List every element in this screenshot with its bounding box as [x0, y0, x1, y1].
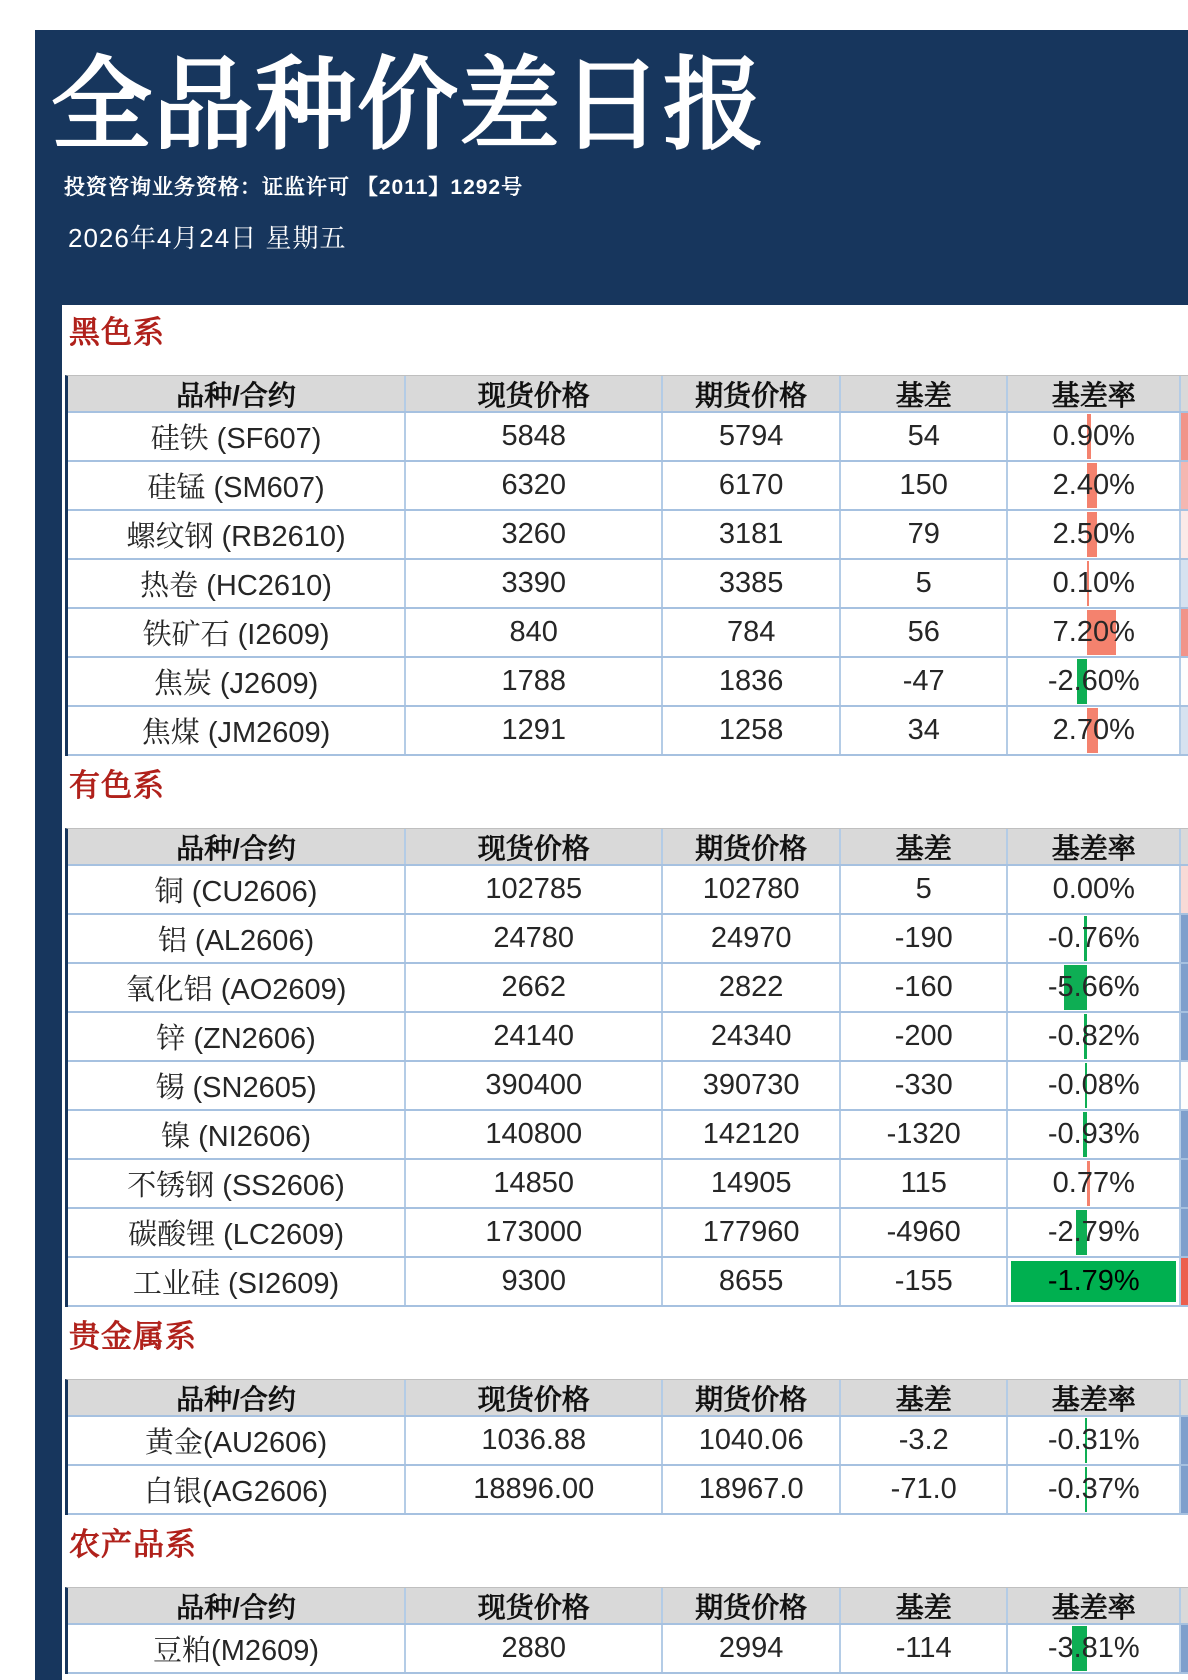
- contract-cell: 焦炭 (J2609): [153, 668, 319, 700]
- basis-cell: -160: [839, 964, 1007, 1011]
- futures-price-cell: 2994: [661, 1625, 839, 1672]
- spot-price-cell: 3390: [404, 560, 661, 607]
- table-header-row: [68, 1380, 1188, 1417]
- table-row: [68, 511, 1188, 560]
- header-cell: 品种/合约: [68, 829, 404, 864]
- header-cell: 现货价格: [404, 376, 661, 411]
- table-header-row: [68, 1588, 1188, 1625]
- basis-rate-value: 0.77%: [1052, 1167, 1135, 1199]
- header-cell: 品种/合约: [68, 376, 404, 411]
- futures-price-cell: 6170: [661, 462, 839, 509]
- spot-price-cell: 173000: [404, 1209, 661, 1256]
- futures-price-cell: 18967.0: [661, 1466, 839, 1513]
- basis-rate-value: 2.40%: [1052, 469, 1135, 501]
- table-row: [68, 1625, 1188, 1674]
- contract-cell: 豆粕(M2609): [153, 1635, 320, 1667]
- edge-strip: [1179, 658, 1188, 705]
- header-cell: 基差: [839, 1380, 1007, 1415]
- basis-rate-cell: [1006, 1258, 1179, 1305]
- basis-rate-cell: [1006, 1625, 1179, 1672]
- basis-rate-cell: [1006, 1417, 1179, 1464]
- contract-cell: 白银(AG2606): [144, 1476, 328, 1508]
- spot-price-cell: 1788: [404, 658, 661, 705]
- edge-strip: [1179, 376, 1188, 411]
- contract-cell: 热卷 (HC2610): [140, 570, 332, 602]
- header-cell: 基差率: [1006, 1380, 1179, 1415]
- section-title: 有色系: [69, 768, 165, 803]
- basis-rate-cell: [1006, 1111, 1179, 1158]
- basis-cell: 115: [839, 1160, 1007, 1207]
- edge-strip: [1179, 829, 1188, 864]
- table-row: [68, 462, 1188, 511]
- spot-price-cell: 9300: [404, 1258, 661, 1305]
- basis-cell: -3.2: [839, 1417, 1007, 1464]
- edge-strip: [1179, 609, 1188, 656]
- contract-cell: 硅铁 (SF607): [150, 423, 322, 455]
- table-row: [68, 1417, 1188, 1466]
- spread-table: [65, 1379, 1188, 1515]
- contract-cell: 硅锰 (SM607): [147, 472, 325, 504]
- basis-rate-cell: [1006, 511, 1179, 558]
- futures-price-cell: 24970: [661, 915, 839, 962]
- sections-container: [65, 313, 1188, 1674]
- basis-cell: 54: [839, 413, 1007, 460]
- content-panel: [62, 305, 1188, 1680]
- spot-price-cell: 2662: [404, 964, 661, 1011]
- edge-strip: [1179, 1417, 1188, 1464]
- futures-price-cell: 14905: [661, 1160, 839, 1207]
- edge-strip: [1179, 915, 1188, 962]
- spread-table: [65, 375, 1188, 756]
- contract-cell: 镍 (NI2606): [161, 1121, 311, 1153]
- futures-price-cell: 3181: [661, 511, 839, 558]
- futures-price-cell: 390730: [661, 1062, 839, 1109]
- basis-cell: -190: [839, 915, 1007, 962]
- edge-strip: [1179, 1258, 1188, 1305]
- header-cell: 基差: [839, 376, 1007, 411]
- basis-rate-cell: [1006, 413, 1179, 460]
- basis-rate-value: 0.10%: [1052, 567, 1135, 599]
- basis-cell: 79: [839, 511, 1007, 558]
- spot-price-cell: 18896.00: [404, 1466, 661, 1513]
- section-title: 农产品系: [69, 1527, 197, 1562]
- futures-price-cell: 784: [661, 609, 839, 656]
- basis-rate-value: -0.31%: [1047, 1424, 1140, 1456]
- header-cell: 品种/合约: [68, 1380, 404, 1415]
- edge-strip: [1179, 1466, 1188, 1513]
- basis-rate-value: 2.50%: [1052, 518, 1135, 550]
- commodity-section: [65, 1525, 1188, 1674]
- spot-price-cell: 2880: [404, 1625, 661, 1672]
- header-cell: 现货价格: [404, 829, 661, 864]
- basis-cell: -47: [839, 658, 1007, 705]
- table-row: [68, 658, 1188, 707]
- spot-price-cell: 102785: [404, 866, 661, 913]
- edge-strip: [1179, 1625, 1188, 1672]
- futures-price-cell: 3385: [661, 560, 839, 607]
- basis-rate-value: 0.00%: [1052, 873, 1135, 905]
- header-cell: 现货价格: [404, 1380, 661, 1415]
- basis-cell: -330: [839, 1062, 1007, 1109]
- table-row: [68, 866, 1188, 915]
- table-row: [68, 413, 1188, 462]
- commodity-section: [65, 313, 1188, 756]
- contract-cell: 铝 (AL2606): [157, 925, 315, 957]
- table-row: [68, 915, 1188, 964]
- table-row: [68, 964, 1188, 1013]
- report-title: 全品种价差日报: [51, 50, 766, 162]
- futures-price-cell: 8655: [661, 1258, 839, 1305]
- report-masthead: [35, 30, 1188, 305]
- edge-strip: [1179, 1160, 1188, 1207]
- spread-table: [65, 828, 1188, 1307]
- basis-rate-value: -0.93%: [1047, 1118, 1140, 1150]
- table-row: [68, 1160, 1188, 1209]
- basis-rate-cell: [1006, 1209, 1179, 1256]
- basis-rate-cell: [1006, 462, 1179, 509]
- spot-price-cell: 24140: [404, 1013, 661, 1060]
- contract-cell: 锌 (ZN2606): [156, 1023, 316, 1055]
- section-title: 黑色系: [69, 315, 165, 350]
- spot-price-cell: 6320: [404, 462, 661, 509]
- basis-cell: -4960: [839, 1209, 1007, 1256]
- spot-price-cell: 840: [404, 609, 661, 656]
- contract-cell: 工业硅 (SI2609): [132, 1268, 340, 1300]
- basis-rate-value: -3.81%: [1047, 1632, 1140, 1664]
- basis-cell: 34: [839, 707, 1007, 754]
- basis-rate-cell: [1006, 609, 1179, 656]
- edge-strip: [1179, 1209, 1188, 1256]
- basis-cell: 150: [839, 462, 1007, 509]
- table-row: [68, 1466, 1188, 1515]
- header-cell: 基差率: [1006, 376, 1179, 411]
- section-title: 贵金属系: [69, 1319, 197, 1354]
- basis-rate-value: -0.37%: [1047, 1473, 1140, 1505]
- contract-cell: 黄金(AU2606): [144, 1427, 328, 1459]
- basis-rate-cell: [1006, 915, 1179, 962]
- futures-price-cell: 142120: [661, 1111, 839, 1158]
- spot-price-cell: 390400: [404, 1062, 661, 1109]
- contract-cell: 铁矿石 (I2609): [142, 619, 330, 651]
- header-cell: 期货价格: [661, 376, 839, 411]
- basis-rate-value: -1.79%: [1047, 1265, 1140, 1297]
- futures-price-cell: 177960: [661, 1209, 839, 1256]
- spot-price-cell: 1036.88: [404, 1417, 661, 1464]
- report-date: 2026年4月24日 星期五: [68, 223, 347, 254]
- basis-rate-value: 7.20%: [1052, 616, 1135, 648]
- futures-price-cell: 1258: [661, 707, 839, 754]
- basis-rate-cell: [1006, 658, 1179, 705]
- edge-strip: [1179, 511, 1188, 558]
- basis-rate-cell: [1006, 1466, 1179, 1513]
- header-cell: 现货价格: [404, 1588, 661, 1623]
- edge-strip: [1179, 866, 1188, 913]
- basis-rate-cell: [1006, 707, 1179, 754]
- futures-price-cell: 24340: [661, 1013, 839, 1060]
- futures-price-cell: 2822: [661, 964, 839, 1011]
- basis-rate-value: 2.70%: [1052, 714, 1135, 746]
- futures-price-cell: 5794: [661, 413, 839, 460]
- header-cell: 期货价格: [661, 1588, 839, 1623]
- commodity-section: [65, 1317, 1188, 1515]
- table-row: [68, 609, 1188, 658]
- spot-price-cell: 140800: [404, 1111, 661, 1158]
- edge-strip: [1179, 964, 1188, 1011]
- spot-price-cell: 24780: [404, 915, 661, 962]
- edge-strip: [1179, 1062, 1188, 1109]
- basis-cell: -1320: [839, 1111, 1007, 1158]
- futures-price-cell: 102780: [661, 866, 839, 913]
- basis-rate-cell: [1006, 1013, 1179, 1060]
- basis-cell: -155: [839, 1258, 1007, 1305]
- spot-price-cell: 1291: [404, 707, 661, 754]
- header-cell: 基差: [839, 829, 1007, 864]
- basis-rate-cell: [1006, 560, 1179, 607]
- basis-rate-value: 0.90%: [1052, 420, 1135, 452]
- edge-strip: [1179, 1588, 1188, 1623]
- header-cell: 基差: [839, 1588, 1007, 1623]
- basis-cell: 5: [839, 560, 1007, 607]
- contract-cell: 焦煤 (JM2609): [141, 717, 331, 749]
- contract-cell: 氧化铝 (AO2609): [125, 974, 347, 1006]
- spot-price-cell: 3260: [404, 511, 661, 558]
- basis-rate-value: -0.82%: [1047, 1020, 1140, 1052]
- table-header-row: [68, 829, 1188, 866]
- basis-cell: 56: [839, 609, 1007, 656]
- basis-rate-value: -5.66%: [1047, 971, 1140, 1003]
- basis-cell: 5: [839, 866, 1007, 913]
- table-row: [68, 707, 1188, 756]
- basis-rate-cell: [1006, 1062, 1179, 1109]
- table-header-row: [68, 376, 1188, 413]
- header-cell: 期货价格: [661, 1380, 839, 1415]
- commodity-section: [65, 766, 1188, 1307]
- basis-rate-cell: [1006, 964, 1179, 1011]
- spread-table: [65, 1587, 1188, 1674]
- table-row: [68, 1013, 1188, 1062]
- edge-strip: [1179, 707, 1188, 754]
- table-row: [68, 1111, 1188, 1160]
- basis-cell: -71.0: [839, 1466, 1007, 1513]
- edge-strip: [1179, 462, 1188, 509]
- futures-price-cell: 1040.06: [661, 1417, 839, 1464]
- header-cell: 品种/合约: [68, 1588, 404, 1623]
- table-row: [68, 1209, 1188, 1258]
- table-row: [68, 560, 1188, 609]
- contract-cell: 锡 (SN2605): [155, 1072, 317, 1104]
- edge-strip: [1179, 1013, 1188, 1060]
- header-cell: 基差率: [1006, 829, 1179, 864]
- edge-strip: [1179, 1111, 1188, 1158]
- edge-strip: [1179, 560, 1188, 607]
- header-cell: 期货价格: [661, 829, 839, 864]
- contract-cell: 碳酸锂 (LC2609): [128, 1219, 345, 1251]
- edge-strip: [1179, 1380, 1188, 1415]
- license-text: 投资咨询业务资格：证监许可 【2011】1292号: [64, 176, 524, 200]
- contract-cell: 螺纹钢 (RB2610): [126, 521, 346, 553]
- contract-cell: 铜 (CU2606): [154, 876, 318, 908]
- basis-rate-value: -0.76%: [1047, 922, 1140, 954]
- basis-rate-value: -2.60%: [1047, 665, 1140, 697]
- futures-price-cell: 1836: [661, 658, 839, 705]
- basis-cell: -200: [839, 1013, 1007, 1060]
- spot-price-cell: 14850: [404, 1160, 661, 1207]
- table-row: [68, 1062, 1188, 1111]
- contract-cell: 不锈钢 (SS2606): [127, 1170, 345, 1202]
- table-row: [68, 1258, 1188, 1307]
- edge-strip: [1179, 413, 1188, 460]
- basis-cell: -114: [839, 1625, 1007, 1672]
- header-cell: 基差率: [1006, 1588, 1179, 1623]
- basis-rate-cell: [1006, 866, 1179, 913]
- basis-rate-value: -2.79%: [1047, 1216, 1140, 1248]
- basis-rate-cell: [1006, 1160, 1179, 1207]
- basis-rate-value: -0.08%: [1047, 1069, 1140, 1101]
- spot-price-cell: 5848: [404, 413, 661, 460]
